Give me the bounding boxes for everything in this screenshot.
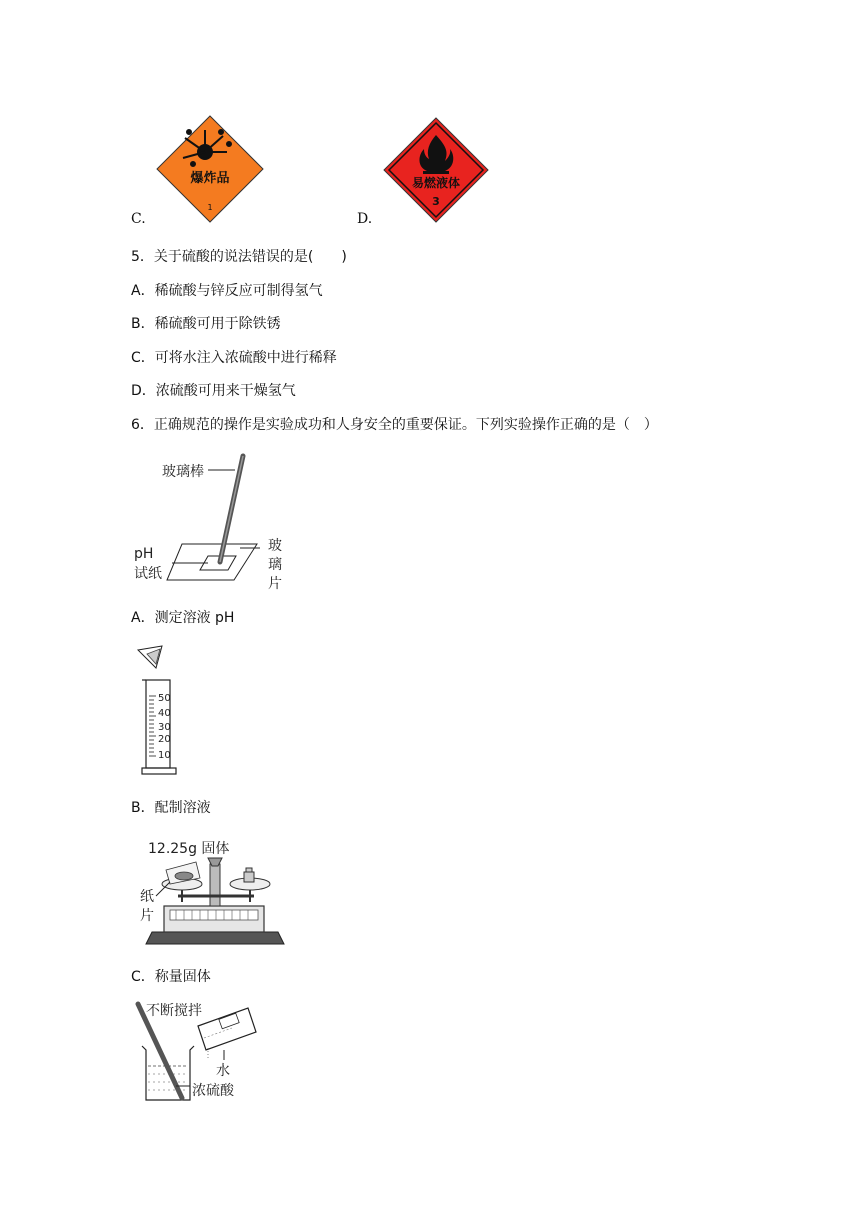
- label-glass-rod: 玻璃棒: [162, 464, 204, 480]
- option-c-label: C.: [131, 211, 146, 227]
- flammable-sign-number: 3: [432, 195, 440, 208]
- caption-b: B．配制溶液: [131, 800, 211, 816]
- label-test-paper: 试纸: [134, 566, 162, 582]
- caption-c: C．称量固体: [131, 969, 211, 985]
- q5-option-a: A．稀硫酸与锌反应可制得氢气: [131, 283, 323, 299]
- q5-option-b: B．稀硫酸可用于除铁锈: [131, 316, 281, 332]
- option-d: [357, 211, 372, 227]
- label-mass: 12.25g 固体: [148, 841, 230, 857]
- tick-label-10: 10: [158, 750, 171, 761]
- label-paper-1: 纸: [140, 889, 154, 905]
- option-d-label: D.: [357, 211, 373, 227]
- label-glass-plate-1: 玻: [268, 538, 282, 554]
- tick-label-50: 50: [158, 693, 171, 704]
- explosive-sign-number: 1: [207, 203, 213, 212]
- label-glass-plate-2: 璃: [268, 557, 282, 573]
- q5-option-d: D．浓硫酸可用来干燥氢气: [131, 383, 296, 399]
- label-glass-plate-3: 片: [268, 576, 282, 592]
- q6-stem: 6．正确规范的操作是实验成功和人身安全的重要保证。下列实验操作正确的是（ ）: [131, 417, 658, 433]
- tick-label-20: 20: [158, 734, 171, 745]
- figure-dilution: [132, 998, 282, 1104]
- label-paper-2: 片: [140, 908, 154, 924]
- q5-option-c: C．可将水注入浓硫酸中进行稀释: [131, 350, 337, 366]
- label-stir: 不断搅拌: [146, 1003, 202, 1019]
- caption-a: A．测定溶液 pH: [131, 610, 235, 626]
- explosive-sign-text: 爆炸品: [190, 171, 230, 186]
- figure-ph-test: [132, 452, 292, 597]
- label-concentrated-acid: 浓硫酸: [192, 1083, 234, 1099]
- q5-stem: 5．关于硫酸的说法错误的是( ): [131, 249, 347, 265]
- label-ph: pH: [134, 546, 154, 562]
- option-c: [131, 211, 146, 227]
- tick-label-30: 30: [158, 722, 171, 733]
- label-water: 水: [216, 1063, 230, 1079]
- figure-graduated-cylinder: [132, 644, 182, 779]
- figure-balance: [138, 834, 288, 950]
- explosive-sign-icon: [155, 114, 265, 224]
- graduated-cylinder-drawing: [132, 644, 182, 779]
- flammable-sign-text: 易燃液体: [411, 176, 461, 190]
- tick-label-40: 40: [158, 708, 171, 719]
- flammable-liquid-sign-icon: [383, 117, 489, 223]
